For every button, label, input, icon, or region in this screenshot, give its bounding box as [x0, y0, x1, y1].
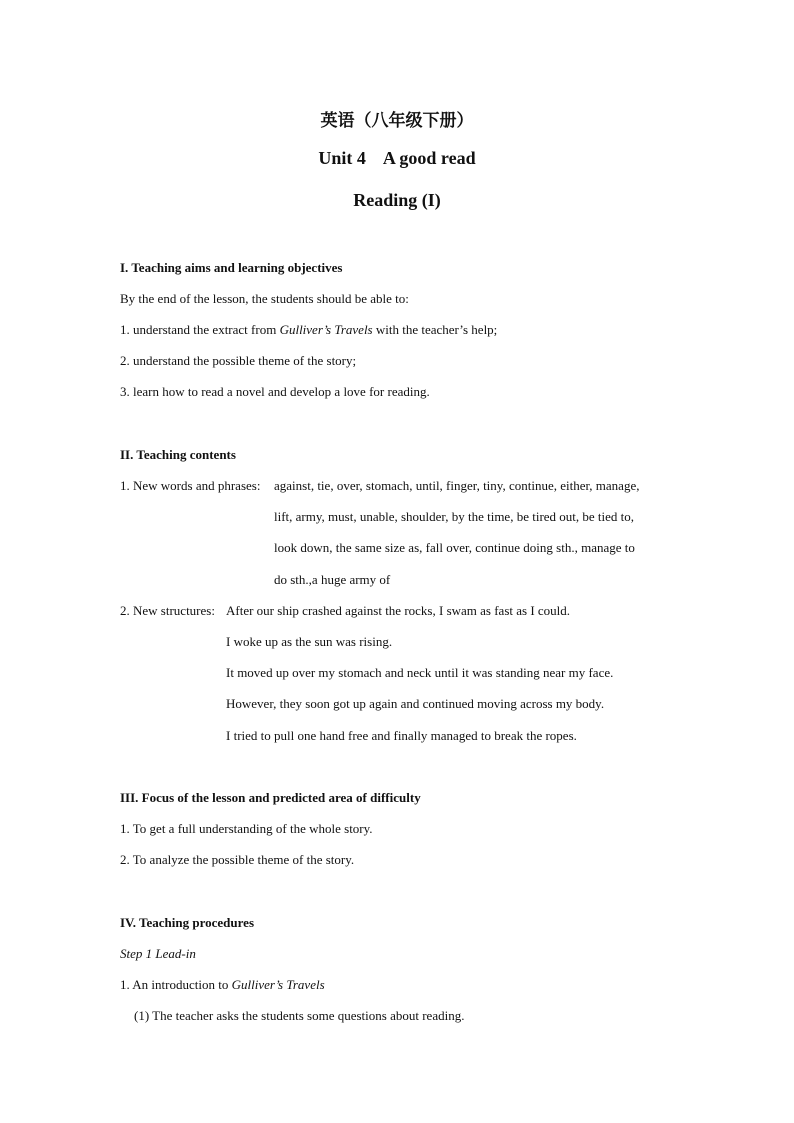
section4-sub1: (1) The teacher asks the students some questions about reading. — [134, 1008, 465, 1023]
words-line-4: do sth.,a huge army of — [274, 572, 391, 587]
section1-heading: I. Teaching aims and learning objectives — [120, 260, 343, 275]
section4-intro-a: 1. An introduction to — [120, 977, 232, 992]
structures-label: 2. New structures: — [120, 603, 215, 618]
lesson-title: Reading (I) — [353, 190, 441, 210]
section4-heading: IV. Teaching procedures — [120, 915, 255, 930]
structure-3: It moved up over my stomach and neck until it was standing near my face. — [226, 665, 614, 680]
structure-2: I woke up as the sun was rising. — [226, 634, 393, 649]
section1-intro: By the end of the lesson, the students should be able to: — [120, 291, 409, 306]
structure-5: I tried to pull one hand free and finally managed to break the ropes. — [226, 728, 577, 743]
section3-heading: III. Focus of the lesson and predicted area of difficulty — [120, 790, 421, 805]
section4-intro — [120, 977, 325, 993]
words-label: 1. New words and phrases: — [120, 478, 261, 493]
structure-1: After our ship crashed against the rocks, I swam as fast as I could. — [226, 603, 571, 618]
words-line-1: against, tie, over, stomach, until, finger, tiny, continue, either, manage, — [274, 478, 640, 493]
words-line-2: lift, army, must, unable, shoulder, by the time, be tired out, be tied to, — [274, 509, 635, 524]
section1-item1 — [120, 322, 497, 338]
section1-item3: 3. learn how to read a novel and develop a love for reading. — [120, 384, 430, 399]
section3-item1: 1. To get a full understanding of the whole story. — [120, 821, 373, 836]
book-title-2: Gulliver’s Travels — [231, 977, 325, 992]
section2-heading: II. Teaching contents — [120, 447, 236, 462]
step-title: Step 1 Lead-in — [120, 946, 196, 961]
structure-4: However, they soon got up again and continued moving across my body. — [226, 696, 605, 711]
unit-title: Unit 4 A good read — [318, 148, 476, 168]
section3-item2: 2. To analyze the possible theme of the story. — [120, 852, 355, 867]
section1-item2: 2. understand the possible theme of the story; — [120, 353, 357, 368]
section1-item1-c: with the teacher’s help; — [372, 322, 498, 337]
document-title: 英语（八年级下册） — [320, 111, 474, 131]
book-title: Gulliver’s Travels — [279, 322, 373, 337]
words-line-3: look down, the same size as, fall over, continue doing sth., manage to — [274, 540, 635, 555]
section1-item1-a: 1. understand the extract from — [120, 322, 280, 337]
